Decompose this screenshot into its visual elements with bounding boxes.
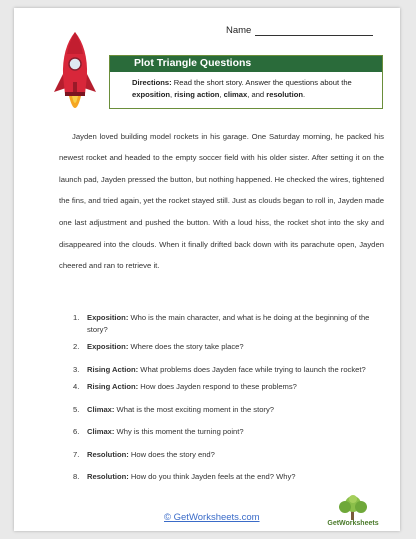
term-resolution: resolution [266,90,303,99]
page-title: Plot Triangle Questions [134,57,252,69]
term-rising-action: rising action [174,90,220,99]
question-text: Where does the story take place? [128,342,244,351]
question-number: 5. [73,404,80,414]
question-number: 3. [73,364,80,374]
question-text: What is the most exciting moment in the story? [114,404,274,414]
end-punctuation: . [302,90,306,99]
question-text: What problems does Jayden face while trying to launch the rocket? [138,364,366,374]
separator: , and [247,90,267,99]
question-number: 4. [73,382,80,391]
question-number: 6. [73,427,80,436]
name-field[interactable] [226,25,373,36]
question-label: Climax: [87,404,115,414]
question-label: Resolution: [87,472,129,481]
question-item [66,312,386,335]
directions-label: Directions: [132,78,172,87]
title-bar [110,56,382,72]
question-label: Exposition: [87,313,129,322]
tree-logo-icon [318,494,388,522]
directions-text: Read the short story. Answer the questions about the [171,78,352,87]
question-text: How do you think Jayden feels at the end? Why? [128,472,296,481]
question-list [66,312,386,483]
question-item [66,341,386,353]
question-item [66,381,386,393]
question-item [66,426,386,438]
logo-text: GetWorksheets [327,520,379,527]
question-label: Resolution: [87,449,129,459]
term-exposition: exposition [132,90,170,99]
question-item [66,364,386,376]
getworksheets-logo [318,494,388,532]
separator: , [169,90,175,99]
question-text: Who is the main character, and what is he doing at the beginning of the story? [87,313,370,334]
getworksheets-link[interactable]: © GetWorksheets.com [164,512,260,523]
story-paragraph: Jayden loved building model rockets in his garage. One Saturday morning, he packed his newest rocket and headed to the empty soccer field with his older sister. After setting it on the launch pad, Jayden pressed the button, but nothing happened. He checked the wires, tightened the fins, and tried again, yet the rocket stayed still. Just as clouds began to roll in, Jayden made one last adjustment and pushed the button. With a loud hiss, the rocket shot into the sky and disappeared into the clouds. When it finally drifted back down with its parachute open, Jayden cheered and ran to retrieve it. [59,131,384,271]
separator: , [219,90,224,99]
worksheet-page [14,8,400,531]
header-box [109,55,383,109]
question-number: 2. [73,342,80,351]
question-label: Rising Action: [87,382,139,391]
name-label: Name [226,25,252,36]
directions [132,77,376,101]
term-climax: climax [223,90,248,99]
question-label: Exposition: [87,342,129,351]
question-number: 8. [73,472,80,481]
question-text: How does Jayden respond to these problems? [138,382,297,391]
question-number: 1. [73,313,80,322]
rocket-icon [51,30,99,120]
question-text: How does the story end? [128,449,215,459]
question-item [66,404,386,416]
name-line[interactable] [255,25,373,36]
question-text: Why is this moment the turning point? [114,427,244,436]
question-label: Climax: [87,427,115,436]
question-item [66,471,386,483]
question-label: Rising Action: [87,364,139,374]
question-item [66,449,386,461]
question-number: 7. [73,449,80,459]
